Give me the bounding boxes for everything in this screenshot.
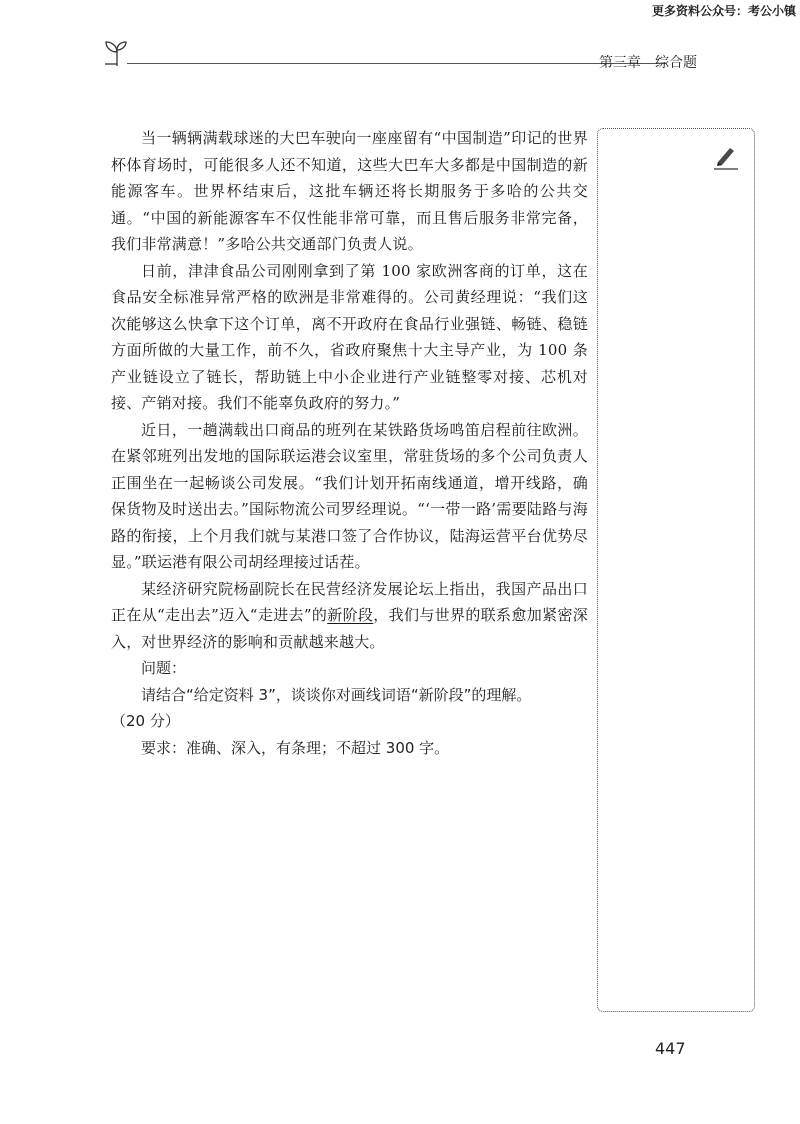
page-header [103, 38, 703, 78]
paragraph-3: 近日，一趟满载出口商品的班列在某铁路货场鸣笛启程前往欧洲。在紧邻班列出发地的国际联运港会议室里，常驻货场的多个公司负责人正围坐在一起畅谈公司发展。“我们计划开拓南线通道，增开线路，确保货物及时送出去。”国际物流公司罗经理说。“‘一带一路’需要陆路与海路的衔接，上个月我们就与某港口签了合作协议，陆海运营平台优势尽显。”联运港有限公司胡经理接过话茬。 [111, 420, 588, 571]
question-label: 问题： [141, 659, 187, 677]
question-prompt-text: 请结合“给定资料 3”，谈谈你对画线词语“新阶段”的理解。 [141, 685, 532, 704]
paragraph-4-text-after: ，我们与世界的联系愈加紧密深入，对世界经济的影响和贡献越来越大。 [111, 606, 588, 651]
main-content [111, 125, 588, 761]
pencil-icon [710, 141, 740, 171]
question-prompt [111, 682, 588, 735]
notes-panel [597, 128, 755, 1012]
chapter-label: 第三章 [599, 55, 641, 71]
underlined-term: 新阶段 [327, 606, 374, 624]
watermark-text: 更多资料公众号：考公小镇 [651, 4, 796, 18]
paragraph-2: 日前，津津食品公司刚刚拿到了第 100 家欧洲客商的订单，这在食品安全标准异常严格的欧洲是非常难得的。公司黄经理说：“我们这次能够这么快拿下这个订单，离不开政府在食品行业强链、畅链、稳链方面所做的大量工作，前不久，省政府聚焦十大主导产业，为 100 条产业链设立了链长，帮助链上中小企业进行产业链整零对接、芯机对接、产销对接。我们不能辜负政府的努力。” [111, 261, 588, 412]
paragraph-4 [111, 576, 588, 656]
chapter-heading [599, 52, 697, 72]
question-requirement: 要求：准确、深入，有条理；不超过 300 字。 [141, 738, 450, 757]
page-number: 447 [655, 1039, 686, 1058]
chapter-title: 综合题 [655, 55, 697, 71]
question-points: （20 分） [111, 712, 180, 730]
paragraph-4-text-before: 某经济研究院杨副院长在民营经济发展论坛上指出，我国产品出口正在从“走出去”迈入“走进去”的 [111, 579, 588, 624]
header-rule [127, 63, 667, 64]
paragraph-1: 当一辆辆满载球迷的大巴车驶向一座座留有“中国制造”印记的世界杯体育场时，可能很多人还不知道，这些大巴车大多都是中国制造的新能源客车。世界杯结束后，这批车辆还将长期服务于多哈的公共交通。“中国的新能源客车不仅性能非常可靠，而且售后服务非常完备，我们非常满意！”多哈公共交通部门负责人说。 [111, 129, 588, 253]
